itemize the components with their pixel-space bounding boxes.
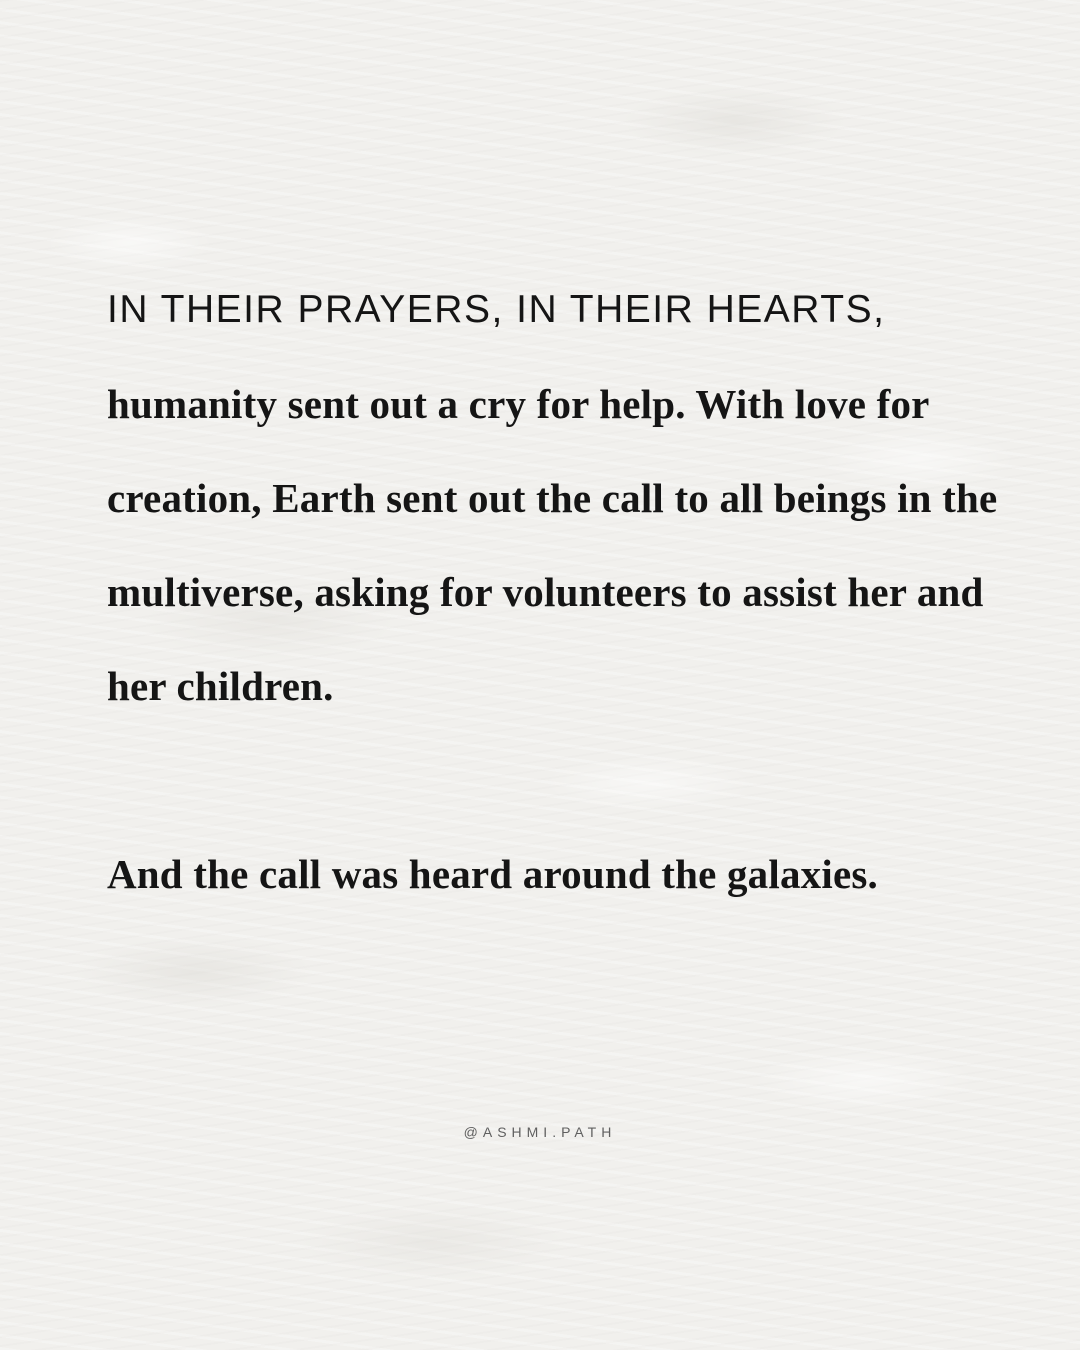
paragraph-spacer	[107, 733, 1007, 827]
quote-text	[107, 261, 1007, 921]
paragraph-1	[107, 261, 1007, 733]
paragraph-1-body: humanity sent out a cry for help. With love for creation, Earth sent out the call to all beings in the multiverse, asking for volunteers to assist her and her children.	[107, 381, 998, 709]
author-handle: @ASHMI.PATH	[463, 1124, 617, 1140]
paragraph-1-lead: IN THEIR PRAYERS, IN THEIR HEARTS,	[107, 288, 886, 331]
paragraph-2	[107, 827, 1007, 921]
paragraph-2-body: And the call was heard around the galaxies.	[107, 851, 878, 897]
